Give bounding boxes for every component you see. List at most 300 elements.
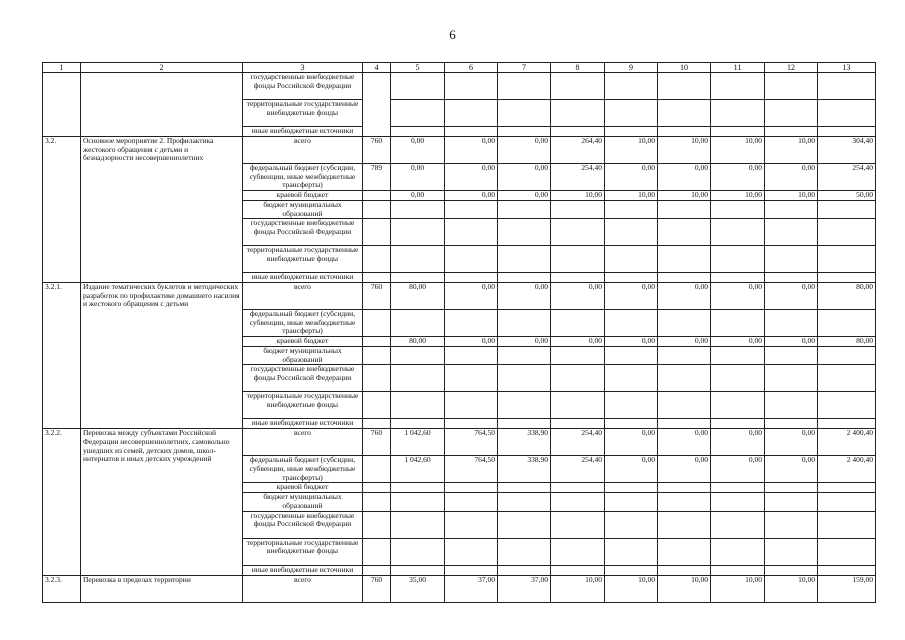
funding-source-cell: федеральный бюджет (субсидии, субвенции, иные межбюджетные трансферты) xyxy=(243,456,363,483)
value-cell: 0,00 xyxy=(711,429,765,456)
value-cell xyxy=(605,365,658,392)
value-cell xyxy=(765,365,818,392)
value-cell xyxy=(391,347,445,365)
value-cell xyxy=(818,511,876,538)
value-cell xyxy=(551,511,605,538)
column-header-11: 11 xyxy=(711,63,765,73)
row-name-cell xyxy=(81,73,243,137)
value-cell: 80,00 xyxy=(818,283,876,310)
value-cell: 2 400,40 xyxy=(818,429,876,456)
value-cell xyxy=(711,201,765,219)
value-cell: 0,00 xyxy=(445,337,498,347)
value-cell: 0,00 xyxy=(765,283,818,310)
value-cell: 10,00 xyxy=(765,191,818,201)
row-id-cell: 3.2.1. xyxy=(43,283,81,429)
value-cell xyxy=(551,127,605,137)
value-cell: 0,00 xyxy=(498,283,551,310)
value-cell xyxy=(711,246,765,273)
code-cell xyxy=(363,493,391,511)
value-cell xyxy=(658,310,711,337)
value-cell xyxy=(391,127,445,137)
value-cell xyxy=(765,219,818,246)
table-row xyxy=(43,575,876,602)
funding-source-cell: краевой бюджет xyxy=(243,337,363,347)
value-cell xyxy=(445,565,498,575)
value-cell: 254,40 xyxy=(818,164,876,191)
value-cell: 10,00 xyxy=(765,575,818,602)
funding-source-cell: государственные внебюджетные фонды Российской Федерации xyxy=(243,73,363,100)
code-cell: 789 xyxy=(363,164,391,191)
value-cell: 10,00 xyxy=(711,575,765,602)
value-cell xyxy=(445,493,498,511)
value-cell: 0,00 xyxy=(765,456,818,483)
funding-source-cell: иные внебюджетные источники xyxy=(243,127,363,137)
value-cell xyxy=(551,493,605,511)
header-row xyxy=(43,63,876,73)
column-header-6: 6 xyxy=(445,63,498,73)
value-cell xyxy=(498,419,551,429)
value-cell xyxy=(498,493,551,511)
value-cell: 10,00 xyxy=(605,137,658,164)
value-cell xyxy=(711,310,765,337)
value-cell: 10,00 xyxy=(711,191,765,201)
value-cell: 10,00 xyxy=(605,575,658,602)
value-cell: 0,00 xyxy=(658,283,711,310)
value-cell: 10,00 xyxy=(551,191,605,201)
value-cell xyxy=(498,511,551,538)
value-cell xyxy=(818,310,876,337)
value-cell xyxy=(551,219,605,246)
value-cell xyxy=(818,73,876,100)
column-header-13: 13 xyxy=(818,63,876,73)
value-cell xyxy=(391,538,445,565)
value-cell: 0,00 xyxy=(605,164,658,191)
value-cell: 1 042,60 xyxy=(391,456,445,483)
funding-source-cell: всего xyxy=(243,575,363,602)
code-cell xyxy=(363,347,391,365)
value-cell xyxy=(711,127,765,137)
code-cell xyxy=(363,246,391,273)
value-cell xyxy=(658,565,711,575)
value-cell xyxy=(498,347,551,365)
column-header-7: 7 xyxy=(498,63,551,73)
value-cell xyxy=(605,100,658,127)
value-cell xyxy=(658,73,711,100)
funding-source-cell: государственные внебюджетные фонды Российской Федерации xyxy=(243,511,363,538)
row-name-cell: Основное мероприятие 2. Профилактика жестокого обращения с детьми и безнадзорности несовершеннолетних xyxy=(81,137,243,283)
value-cell xyxy=(391,511,445,538)
value-cell xyxy=(605,565,658,575)
table-row xyxy=(43,137,876,164)
value-cell: 0,00 xyxy=(605,283,658,310)
value-cell xyxy=(445,419,498,429)
value-cell xyxy=(498,100,551,127)
column-header-3: 3 xyxy=(243,63,363,73)
value-cell xyxy=(765,73,818,100)
value-cell: 0,00 xyxy=(445,191,498,201)
value-cell xyxy=(498,565,551,575)
value-cell: 10,00 xyxy=(605,191,658,201)
value-cell xyxy=(445,538,498,565)
value-cell: 10,00 xyxy=(658,137,711,164)
funding-source-cell: иные внебюджетные источники xyxy=(243,419,363,429)
value-cell: 10,00 xyxy=(658,191,711,201)
value-cell xyxy=(658,392,711,419)
funding-source-cell: всего xyxy=(243,429,363,456)
value-cell xyxy=(605,73,658,100)
value-cell: 0,00 xyxy=(658,429,711,456)
value-cell xyxy=(498,365,551,392)
value-cell xyxy=(551,246,605,273)
value-cell xyxy=(551,538,605,565)
column-header-8: 8 xyxy=(551,63,605,73)
value-cell xyxy=(658,100,711,127)
value-cell xyxy=(605,511,658,538)
value-cell: 0,00 xyxy=(445,283,498,310)
value-cell xyxy=(818,273,876,283)
value-cell: 80,00 xyxy=(818,337,876,347)
code-cell: 760 xyxy=(363,575,391,602)
value-cell xyxy=(818,392,876,419)
value-cell xyxy=(391,219,445,246)
value-cell xyxy=(498,246,551,273)
value-cell xyxy=(498,273,551,283)
value-cell xyxy=(551,201,605,219)
value-cell: 254,40 xyxy=(551,164,605,191)
value-cell xyxy=(391,565,445,575)
value-cell xyxy=(658,347,711,365)
value-cell xyxy=(445,511,498,538)
value-cell xyxy=(818,483,876,493)
code-cell: 760 xyxy=(363,283,391,310)
value-cell: 0,00 xyxy=(445,164,498,191)
value-cell xyxy=(605,483,658,493)
value-cell xyxy=(445,483,498,493)
funding-source-cell: бюджет муниципальных образований xyxy=(243,201,363,219)
value-cell xyxy=(445,201,498,219)
value-cell xyxy=(711,219,765,246)
value-cell: 50,00 xyxy=(818,191,876,201)
column-header-12: 12 xyxy=(765,63,818,73)
value-cell xyxy=(391,246,445,273)
value-cell xyxy=(818,246,876,273)
value-cell xyxy=(765,392,818,419)
funding-source-cell: государственные внебюджетные фонды Российской Федерации xyxy=(243,219,363,246)
value-cell xyxy=(498,73,551,100)
funding-source-cell: территориальные государственные внебюджетные фонды xyxy=(243,538,363,565)
value-cell: 0,00 xyxy=(765,164,818,191)
page-number: 6 xyxy=(449,27,456,42)
code-cell xyxy=(363,201,391,219)
value-cell xyxy=(658,365,711,392)
value-cell xyxy=(551,347,605,365)
value-cell xyxy=(551,365,605,392)
value-cell xyxy=(445,347,498,365)
value-cell xyxy=(818,100,876,127)
value-cell xyxy=(818,347,876,365)
value-cell xyxy=(498,392,551,419)
value-cell xyxy=(818,127,876,137)
value-cell xyxy=(551,273,605,283)
value-cell xyxy=(765,347,818,365)
value-cell: 0,00 xyxy=(605,429,658,456)
value-cell xyxy=(551,483,605,493)
value-cell xyxy=(445,100,498,127)
value-cell: 80,00 xyxy=(391,337,445,347)
funding-source-cell: иные внебюджетные источники xyxy=(243,565,363,575)
value-cell: 0,00 xyxy=(498,164,551,191)
funding-source-cell: всего xyxy=(243,137,363,164)
value-cell xyxy=(605,538,658,565)
value-cell xyxy=(658,201,711,219)
column-header-5: 5 xyxy=(391,63,445,73)
value-cell: 0,00 xyxy=(711,337,765,347)
funding-source-cell: всего xyxy=(243,283,363,310)
code-cell xyxy=(363,310,391,337)
value-cell xyxy=(605,246,658,273)
table-row xyxy=(43,283,876,310)
value-cell xyxy=(765,201,818,219)
row-name-cell: Перевозка в пределах территории xyxy=(81,575,243,602)
value-cell xyxy=(765,483,818,493)
value-cell xyxy=(818,201,876,219)
value-cell: 0,00 xyxy=(391,137,445,164)
value-cell: 0,00 xyxy=(498,191,551,201)
column-header-4: 4 xyxy=(363,63,391,73)
value-cell: 0,00 xyxy=(711,456,765,483)
value-cell xyxy=(818,493,876,511)
row-id-cell: 3.2. xyxy=(43,137,81,283)
value-cell xyxy=(391,392,445,419)
value-cell xyxy=(658,511,711,538)
code-cell xyxy=(363,511,391,538)
value-cell: 10,00 xyxy=(711,137,765,164)
value-cell xyxy=(765,310,818,337)
value-cell xyxy=(605,493,658,511)
table-row xyxy=(43,429,876,456)
funding-source-cell: иные внебюджетные источники xyxy=(243,273,363,283)
value-cell: 80,00 xyxy=(391,283,445,310)
value-cell xyxy=(711,419,765,429)
value-cell xyxy=(605,419,658,429)
value-cell xyxy=(551,392,605,419)
value-cell xyxy=(605,392,658,419)
value-cell xyxy=(765,493,818,511)
value-cell xyxy=(711,273,765,283)
value-cell xyxy=(711,100,765,127)
code-cell: 760 xyxy=(363,429,391,456)
value-cell: 0,00 xyxy=(498,337,551,347)
value-cell: 254,40 xyxy=(551,456,605,483)
value-cell: 0,00 xyxy=(658,337,711,347)
value-cell: 264,40 xyxy=(551,137,605,164)
value-cell xyxy=(445,73,498,100)
value-cell xyxy=(551,73,605,100)
value-cell xyxy=(658,127,711,137)
value-cell xyxy=(391,365,445,392)
value-cell xyxy=(765,538,818,565)
value-cell: 304,40 xyxy=(818,137,876,164)
value-cell xyxy=(391,493,445,511)
value-cell xyxy=(391,419,445,429)
value-cell: 0,00 xyxy=(498,137,551,164)
funding-source-cell: территориальные государственные внебюджетные фонды xyxy=(243,100,363,127)
code-cell xyxy=(363,419,391,429)
value-cell: 764,50 xyxy=(445,429,498,456)
code-cell xyxy=(363,73,391,137)
value-cell xyxy=(391,273,445,283)
value-cell xyxy=(551,310,605,337)
funding-source-cell: краевой бюджет xyxy=(243,191,363,201)
funding-source-cell: государственные внебюджетные фонды Российской Федерации xyxy=(243,365,363,392)
value-cell xyxy=(445,246,498,273)
value-cell xyxy=(391,73,445,100)
value-cell: 0,00 xyxy=(711,283,765,310)
value-cell xyxy=(445,365,498,392)
value-cell: 338,90 xyxy=(498,456,551,483)
value-cell: 0,00 xyxy=(765,429,818,456)
code-cell: 760 xyxy=(363,137,391,164)
value-cell xyxy=(711,365,765,392)
value-cell: 2 400,40 xyxy=(818,456,876,483)
value-cell xyxy=(658,246,711,273)
value-cell xyxy=(551,419,605,429)
value-cell: 0,00 xyxy=(711,164,765,191)
value-cell xyxy=(605,273,658,283)
value-cell: 0,00 xyxy=(658,164,711,191)
value-cell: 0,00 xyxy=(391,191,445,201)
value-cell xyxy=(658,493,711,511)
value-cell: 764,50 xyxy=(445,456,498,483)
value-cell: 10,00 xyxy=(551,575,605,602)
row-name-cell: Издание тематических буклетов и методических разработок по профилактике домашнего насилия и жестокого обращения с детьми xyxy=(81,283,243,429)
value-cell xyxy=(765,419,818,429)
value-cell: 0,00 xyxy=(445,137,498,164)
value-cell xyxy=(605,127,658,137)
value-cell xyxy=(605,347,658,365)
funding-source-cell: территориальные государственные внебюджетные фонды xyxy=(243,246,363,273)
value-cell: 37,00 xyxy=(498,575,551,602)
value-cell xyxy=(498,127,551,137)
value-cell xyxy=(765,565,818,575)
value-cell xyxy=(658,483,711,493)
value-cell: 37,00 xyxy=(445,575,498,602)
code-cell xyxy=(363,273,391,283)
code-cell xyxy=(363,483,391,493)
value-cell: 1 042,60 xyxy=(391,429,445,456)
value-cell xyxy=(765,273,818,283)
value-cell xyxy=(658,219,711,246)
value-cell: 0,00 xyxy=(605,456,658,483)
value-cell: 10,00 xyxy=(658,575,711,602)
value-cell: 254,40 xyxy=(551,429,605,456)
value-cell xyxy=(391,100,445,127)
value-cell xyxy=(711,392,765,419)
value-cell: 0,00 xyxy=(551,337,605,347)
value-cell xyxy=(765,100,818,127)
funding-source-cell: бюджет муниципальных образований xyxy=(243,347,363,365)
value-cell xyxy=(605,310,658,337)
code-cell xyxy=(363,565,391,575)
value-cell: 0,00 xyxy=(551,283,605,310)
funding-source-cell: территориальные государственные внебюджетные фонды xyxy=(243,392,363,419)
value-cell xyxy=(711,73,765,100)
column-header-10: 10 xyxy=(658,63,711,73)
value-cell xyxy=(818,365,876,392)
value-cell xyxy=(445,127,498,137)
value-cell xyxy=(711,511,765,538)
value-cell xyxy=(818,538,876,565)
row-id-cell: 3.2.2. xyxy=(43,429,81,575)
value-cell: 338,90 xyxy=(498,429,551,456)
value-cell xyxy=(391,483,445,493)
value-cell xyxy=(391,310,445,337)
code-cell xyxy=(363,456,391,483)
code-cell xyxy=(363,392,391,419)
code-cell xyxy=(363,365,391,392)
value-cell xyxy=(711,347,765,365)
row-id-cell: 3.2.3. xyxy=(43,575,81,602)
value-cell xyxy=(765,511,818,538)
value-cell xyxy=(498,201,551,219)
value-cell xyxy=(818,219,876,246)
value-cell: 10,00 xyxy=(765,137,818,164)
value-cell xyxy=(445,310,498,337)
table-row xyxy=(43,73,876,100)
value-cell xyxy=(445,219,498,246)
funding-source-cell: федеральный бюджет (субсидии, субвенции, иные межбюджетные трансферты) xyxy=(243,310,363,337)
value-cell xyxy=(498,538,551,565)
code-cell xyxy=(363,219,391,246)
row-name-cell: Перевозка между субъектами Российской Федерации несовершеннолетних, самовольно ушедших из семей, детских домов, школ-интернатов и иных детских учреждений xyxy=(81,429,243,575)
table-body xyxy=(43,63,876,603)
value-cell xyxy=(711,565,765,575)
value-cell xyxy=(765,127,818,137)
value-cell xyxy=(498,219,551,246)
value-cell xyxy=(711,493,765,511)
value-cell xyxy=(605,201,658,219)
value-cell xyxy=(551,100,605,127)
value-cell xyxy=(818,565,876,575)
funding-source-cell: федеральный бюджет (субсидии, субвенции, иные межбюджетные трансферты) xyxy=(243,164,363,191)
column-header-9: 9 xyxy=(605,63,658,73)
value-cell xyxy=(445,273,498,283)
value-cell xyxy=(711,538,765,565)
value-cell xyxy=(711,483,765,493)
code-cell xyxy=(363,191,391,201)
value-cell xyxy=(765,246,818,273)
value-cell xyxy=(498,310,551,337)
value-cell: 0,00 xyxy=(391,164,445,191)
column-header-1: 1 xyxy=(43,63,81,73)
value-cell: 0,00 xyxy=(605,337,658,347)
value-cell: 35,00 xyxy=(391,575,445,602)
code-cell xyxy=(363,337,391,347)
row-id-cell xyxy=(43,73,81,137)
budget-table xyxy=(42,62,876,603)
value-cell: 159,00 xyxy=(818,575,876,602)
value-cell xyxy=(551,565,605,575)
value-cell xyxy=(818,419,876,429)
funding-source-cell: краевой бюджет xyxy=(243,483,363,493)
value-cell xyxy=(658,273,711,283)
value-cell: 0,00 xyxy=(765,337,818,347)
funding-source-cell: бюджет муниципальных образований xyxy=(243,493,363,511)
code-cell xyxy=(363,538,391,565)
value-cell xyxy=(391,201,445,219)
value-cell xyxy=(498,483,551,493)
value-cell xyxy=(605,219,658,246)
